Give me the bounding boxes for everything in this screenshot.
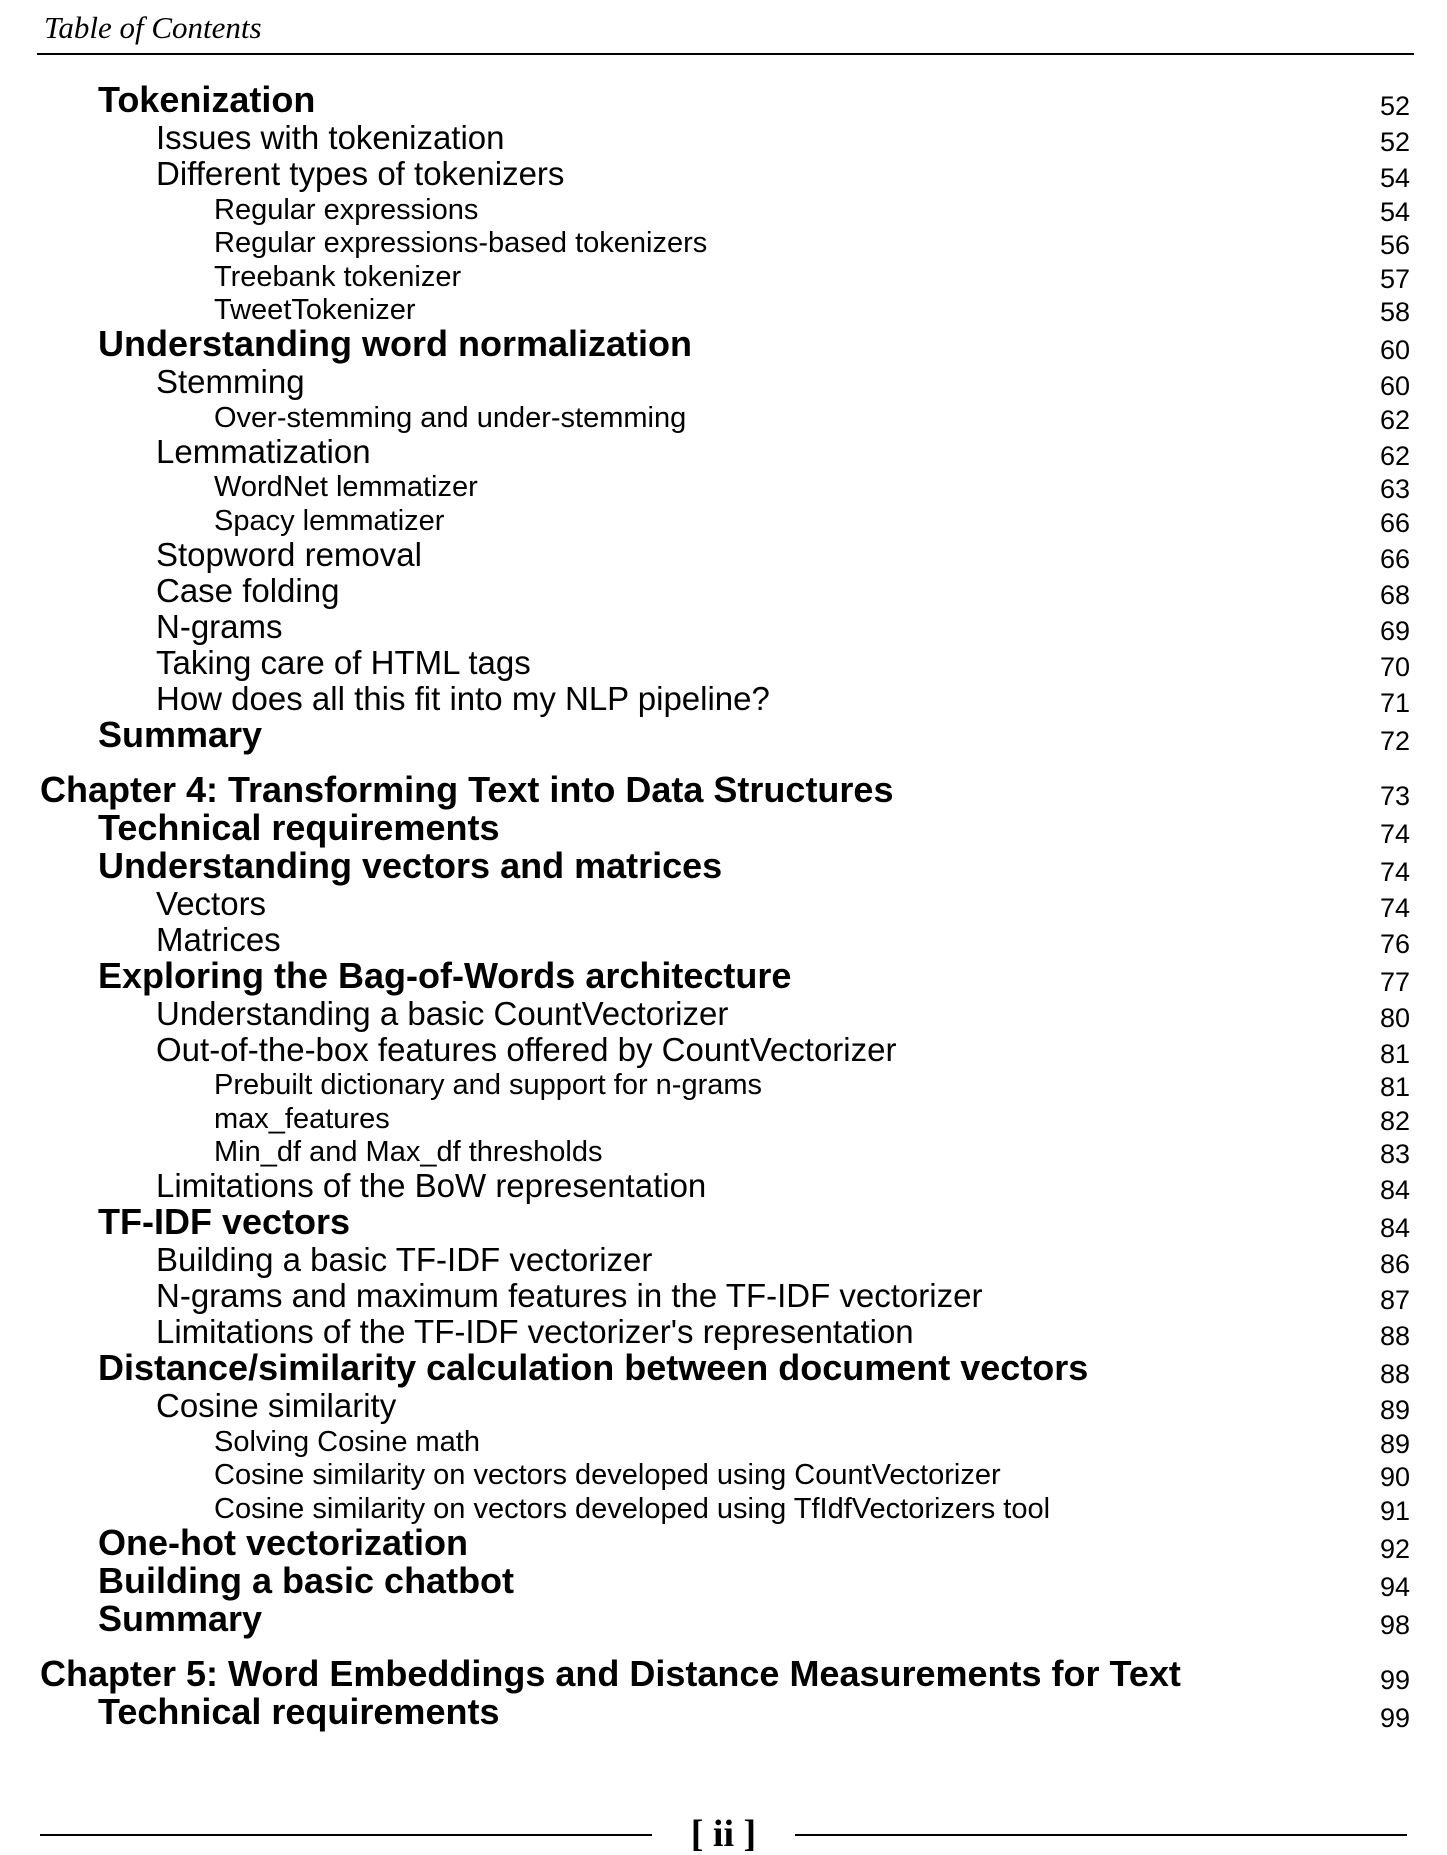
toc-entry-title: Solving Cosine math: [214, 1425, 480, 1458]
toc-entry[interactable]: [0, 1690, 1447, 1736]
toc-entry[interactable]: [0, 155, 1447, 196]
toc-entry-title: Summary: [98, 713, 263, 755]
toc-entry-title: Technical requirements: [98, 806, 500, 848]
table-of-contents: [0, 79, 1447, 1736]
toc-entry-title: N-grams: [156, 607, 283, 645]
toc-entry[interactable]: [0, 1069, 1447, 1106]
toc-entry-title: Cosine similarity on vectors developed using TfIdfVectorizers tool: [214, 1492, 1051, 1525]
toc-entry-page-number: 84: [1379, 1175, 1410, 1205]
toc-entry-page-number: 77: [1379, 966, 1410, 997]
toc-entry-title: Understanding a basic CountVectorizer: [156, 994, 729, 1032]
toc-entry-title: Different types of tokenizers: [156, 155, 565, 192]
toc-entry-page-number: 69: [1379, 615, 1410, 646]
toc-entry-page-number: 54: [1379, 196, 1410, 227]
toc-entry-page-number: 89: [1379, 1395, 1410, 1425]
toc-entry-page-number: 94: [1379, 1571, 1410, 1602]
toc-entry-page-number: 66: [1379, 507, 1410, 538]
toc-entry-page-number: 62: [1379, 404, 1410, 435]
page-number: [ ii ]: [690, 1813, 757, 1855]
toc-entry-page-number: 54: [1379, 163, 1410, 193]
toc-entry-title: max_features: [214, 1102, 390, 1135]
toc-entry-title: Chapter 4: Transforming Text into Data Structures: [40, 768, 894, 810]
toc-entry-title: N-grams and maximum features in the TF-IDF vectorizer: [156, 1277, 983, 1314]
toc-entry-page-number: 91: [1379, 1495, 1410, 1526]
toc-entry-title: Chapter 5: Word Embeddings and Distance Measurements for Text: [40, 1652, 1181, 1694]
toc-entry-title: Spacy lemmatizer: [214, 504, 445, 537]
toc-entry-title: Min_df and Max_df thresholds: [214, 1136, 603, 1168]
toc-entry-page-number: 72: [1379, 725, 1410, 756]
toc-entry[interactable]: [0, 193, 1447, 230]
toc-entry-page-number: 52: [1379, 91, 1410, 121]
toc-entry[interactable]: [0, 713, 1447, 759]
toc-entry-title: TF-IDF vectors: [98, 1201, 351, 1242]
toc-entry[interactable]: [0, 1030, 1447, 1072]
toc-entry-page-number: 81: [1379, 1038, 1410, 1069]
toc-entry-title: How does all this fit into my NLP pipeline?: [156, 679, 770, 717]
toc-entry-title: Understanding vectors and matrices: [98, 844, 723, 886]
toc-entry-title: Vectors: [156, 884, 267, 922]
toc-entry[interactable]: [0, 1459, 1447, 1496]
toc-entry-page-number: 88: [1379, 1321, 1410, 1351]
toc-entry-page-number: 74: [1379, 818, 1410, 849]
toc-entry[interactable]: [0, 1387, 1447, 1428]
toc-entry-title: Building a basic chatbot: [98, 1559, 515, 1601]
toc-entry-title: Regular expressions-based tokenizers: [214, 227, 708, 259]
toc-entry-title: TweetTokenizer: [214, 294, 416, 326]
toc-entry-title: Taking care of HTML tags: [156, 643, 531, 681]
toc-entry-page-number: 83: [1379, 1139, 1410, 1169]
toc-entry-page-number: 76: [1379, 928, 1410, 959]
toc-entry-title: Stemming: [156, 363, 305, 400]
toc-entry-title: Limitations of the BoW representation: [156, 1167, 707, 1204]
toc-entry-page-number: 99: [1379, 1702, 1410, 1733]
footer-divider-left: [40, 1834, 652, 1836]
running-header-title: Table of Contents: [44, 10, 262, 45]
toc-entry-title: Summary: [98, 1597, 263, 1639]
toc-entry-page-number: 68: [1379, 579, 1410, 610]
toc-chapter-entry[interactable]: [0, 759, 1447, 814]
toc-entry-title: Matrices: [156, 920, 281, 958]
toc-entry-title: Cosine similarity on vectors developed using CountVectorizer: [214, 1459, 1001, 1491]
toc-entry[interactable]: [0, 1597, 1447, 1643]
toc-entry-title: Case folding: [156, 571, 340, 609]
toc-entry-page-number: 88: [1379, 1359, 1410, 1389]
toc-entry-page-number: 66: [1379, 543, 1410, 574]
toc-entry-title: WordNet lemmatizer: [214, 471, 478, 503]
toc-entry[interactable]: [0, 260, 1447, 297]
toc-entry-title: Cosine similarity: [156, 1387, 397, 1424]
toc-entry-page-number: 56: [1379, 230, 1410, 260]
toc-entry-page-number: 99: [1379, 1664, 1410, 1695]
toc-entry-page-number: 89: [1379, 1428, 1410, 1459]
toc-entry[interactable]: [0, 1102, 1447, 1139]
toc-entry-page-number: 92: [1379, 1533, 1410, 1564]
toc-entry-title: Treebank tokenizer: [214, 260, 462, 293]
toc-entry[interactable]: [0, 1425, 1447, 1462]
toc-entry-page-number: 74: [1379, 892, 1410, 923]
toc-entry-page-number: 73: [1379, 780, 1410, 811]
header-divider: [37, 53, 1414, 55]
toc-chapter-entry[interactable]: [0, 1643, 1447, 1698]
footer-divider-right: [795, 1834, 1407, 1836]
toc-entry-page-number: 62: [1379, 440, 1410, 471]
toc-entry-page-number: 84: [1379, 1213, 1410, 1243]
toc-entry[interactable]: [0, 363, 1447, 404]
toc-entry-page-number: 74: [1379, 856, 1410, 887]
toc-entry-page-number: 81: [1379, 1072, 1410, 1102]
toc-entry-page-number: 60: [1379, 335, 1410, 365]
toc-entry-page-number: 86: [1379, 1249, 1410, 1279]
toc-entry-title: One-hot vectorization: [98, 1521, 469, 1563]
toc-entry-page-number: 58: [1379, 297, 1410, 327]
toc-entry-title: Over-stemming and under-stemming: [214, 401, 687, 434]
toc-entry-title: Technical requirements: [98, 1690, 500, 1732]
toc-entry-title: Lemmatization: [156, 432, 371, 470]
toc-entry-page-number: 80: [1379, 1002, 1410, 1033]
toc-entry-page-number: 82: [1379, 1105, 1410, 1136]
toc-entry-page-number: 60: [1379, 371, 1410, 401]
toc-entry-page-number: 63: [1379, 474, 1410, 504]
toc-entry[interactable]: [0, 432, 1447, 474]
toc-entry-title: Understanding word normalization: [98, 323, 693, 364]
toc-entry-title: Exploring the Bag-of-Words architecture: [98, 954, 792, 996]
toc-entry-page-number: 98: [1379, 1609, 1410, 1640]
toc-entry-page-number: 71: [1379, 687, 1410, 718]
toc-entry[interactable]: [0, 227, 1447, 264]
toc-entry-title: Limitations of the TF-IDF vectorizer's representation: [156, 1313, 914, 1350]
toc-entry-page-number: 70: [1379, 651, 1410, 682]
toc-entry-title: Prebuilt dictionary and support for n-grams: [214, 1069, 763, 1101]
toc-entry-title: Out-of-the-box features offered by CountVectorizer: [156, 1030, 897, 1068]
toc-entry-title: Building a basic TF-IDF vectorizer: [156, 1241, 653, 1278]
toc-entry-page-number: 87: [1379, 1285, 1410, 1315]
toc-entry-title: Regular expressions: [214, 193, 479, 226]
toc-entry-page-number: 90: [1379, 1462, 1410, 1492]
toc-entry-page-number: 57: [1379, 263, 1410, 294]
toc-entry-title: Tokenization: [98, 79, 316, 120]
toc-entry-title: Issues with tokenization: [156, 119, 505, 156]
toc-entry[interactable]: [0, 471, 1447, 508]
toc-entry-page-number: 52: [1379, 127, 1410, 157]
toc-entry-title: Stopword removal: [156, 535, 422, 573]
toc-entry-title: Distance/similarity calculation between document vectors: [98, 1347, 1089, 1388]
